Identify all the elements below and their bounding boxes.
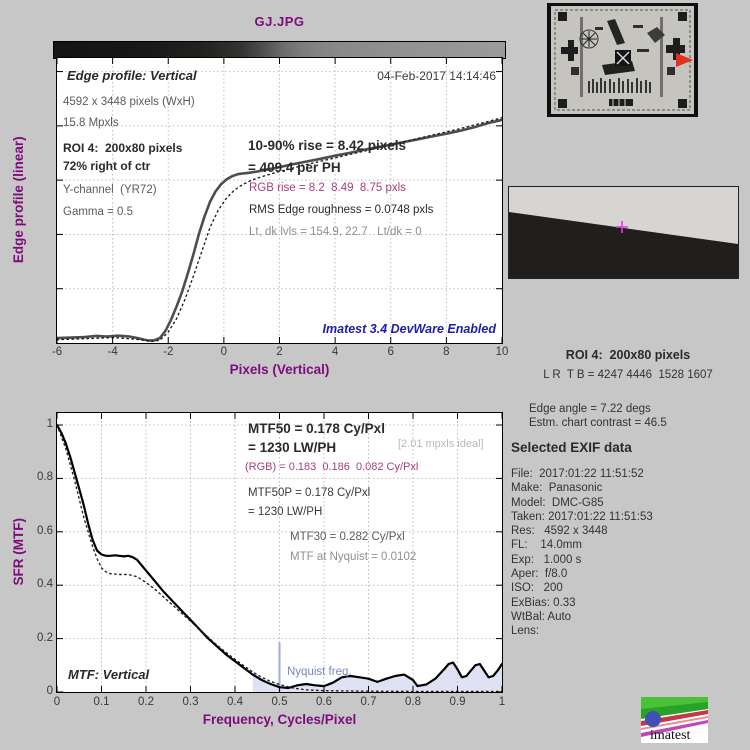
exif-line: Model: DMC-G85 [511,496,604,509]
mtf50p-line-1: MTF50P = 0.178 Cy/Pxl [248,487,371,499]
edge-y-axis-label: Edge profile (linear) [11,136,27,264]
edge-plot-heading: Edge profile: Vertical [67,68,197,83]
sidebar-roi-title: ROI 4: 200x80 pixels [565,348,691,362]
exif-line: Taken: 2017:01:22 11:51:53 [511,510,653,523]
exif-line: Res: 4592 x 3448 [511,525,608,538]
analysis-date: 04-Feb-2017 14:14:46 [377,69,496,83]
mtf-y-axis-label: SFR (MTF) [11,518,27,586]
sidebar-roi-bounds: L R T B = 4247 4446 1528 1607 [543,369,713,381]
mtf-corner-label: MTF: Vertical [68,667,150,682]
x-tick-label: 2 [276,346,283,358]
imatest-logo [641,697,708,743]
exif-line: File: 2017:01:22 11:51:52 [511,468,644,480]
y-tick-label: 0.4 [37,578,53,591]
x-tick-label: 0.2 [138,696,154,708]
gamma-line: Gamma = 0.5 [63,206,133,218]
mtf-x-axis-label: Frequency, Cycles/Pixel [202,712,357,727]
y-tick-label: 0.2 [37,631,53,644]
figure-title: GJ.JPG [254,14,305,29]
y-tick-label: 0.8 [37,471,53,484]
rise-line-2: = 409.4 per PH [248,160,341,175]
channel-line: Y-channel (YR72) [63,184,157,196]
x-tick-label: 8 [443,346,450,358]
exif-line: ISO: 200 [511,582,563,595]
x-tick-label: 6 [387,346,394,358]
mtf50-line-1: MTF50 = 0.178 Cy/Pxl [248,421,385,436]
x-tick-label: 4 [331,346,339,358]
test-chart-thumbnail [547,3,698,117]
x-tick-label: 0.6 [316,696,332,708]
mtf30-line: MTF30 = 0.282 Cy/Pxl [290,531,405,543]
x-tick-label: -6 [51,346,63,358]
y-tick-label: 0.6 [37,524,53,537]
x-tick-label: 0 [53,696,61,708]
x-tick-label: -4 [107,346,118,358]
rgb-rise-line: RGB rise = 8.2 8.49 8.75 pxls [249,182,406,194]
exif-line: Exp: 1.000 s [511,553,582,566]
rms-roughness-line: RMS Edge roughness = 0.0748 pxls [249,204,434,216]
light-dark-levels-line: Lt, dk lvls = 154.9, 22.7 Lt/dk = 0 [249,226,422,238]
x-tick-label: 0 [220,346,228,358]
ideal-mpxls-note: [2.01 mpxls ideal] [398,438,484,450]
chart-contrast-line: Estm. chart contrast = 46.5 [529,417,667,429]
x-tick-label: 0.4 [227,696,243,708]
edge-x-axis-label: Pixels (Vertical) [229,362,330,377]
mtf50-line-2: = 1230 LW/PH [248,440,337,455]
exif-line: WtBal: Auto [511,610,572,623]
x-tick-label: 0.3 [182,696,199,708]
x-tick-label: 10 [495,346,509,358]
roi-line-2: 72% right of ctr [63,159,151,173]
exif-line: Aper: f/8.0 [511,568,568,581]
exif-line: Make: Panasonic [511,482,603,495]
y-tick-label: 1 [46,418,53,430]
nyquist-freq-label: Nyquist freq. [287,666,352,678]
exif-line: ExBias: 0.33 [511,596,576,609]
x-tick-label: 0.1 [93,696,110,708]
edge-crop-thumbnail [508,186,739,279]
x-tick-label: 0.7 [360,696,377,708]
x-tick-label: 0.8 [405,696,421,708]
x-tick-label: 1 [498,696,506,708]
exif-line: FL: 14.0mm [511,539,582,552]
x-tick-label: 0.9 [449,696,466,708]
mtf-rgb-line: (RGB) = 0.183 0.186 0.082 Cy/Pxl [245,461,419,473]
roi-line-1: ROI 4: 200x80 pixels [63,141,183,155]
y-tick-label: 0 [46,685,53,697]
logo-text: imatest [650,728,691,743]
exif-list [511,467,653,639]
rise-line-1: 10-90% rise = 8.42 pixels [248,138,406,153]
megapixel-line: 15.8 Mpxls [63,117,119,129]
logo-circle [645,711,661,727]
x-tick-label: -2 [163,346,174,358]
exif-line: Lens: [511,625,540,638]
imatest-watermark: Imatest 3.4 DevWare Enabled [322,322,496,336]
exif-title: Selected EXIF data [511,440,632,455]
image-size-line: 4592 x 3448 pixels (WxH) [63,96,195,108]
edge-angle-line: Edge angle = 7.22 degs [529,403,651,415]
mtf50p-line-2: = 1230 LW/PH [248,506,323,518]
x-tick-label: 0.5 [271,696,288,708]
mtf-at-nyquist-line: MTF at Nyquist = 0.0102 [290,551,417,563]
